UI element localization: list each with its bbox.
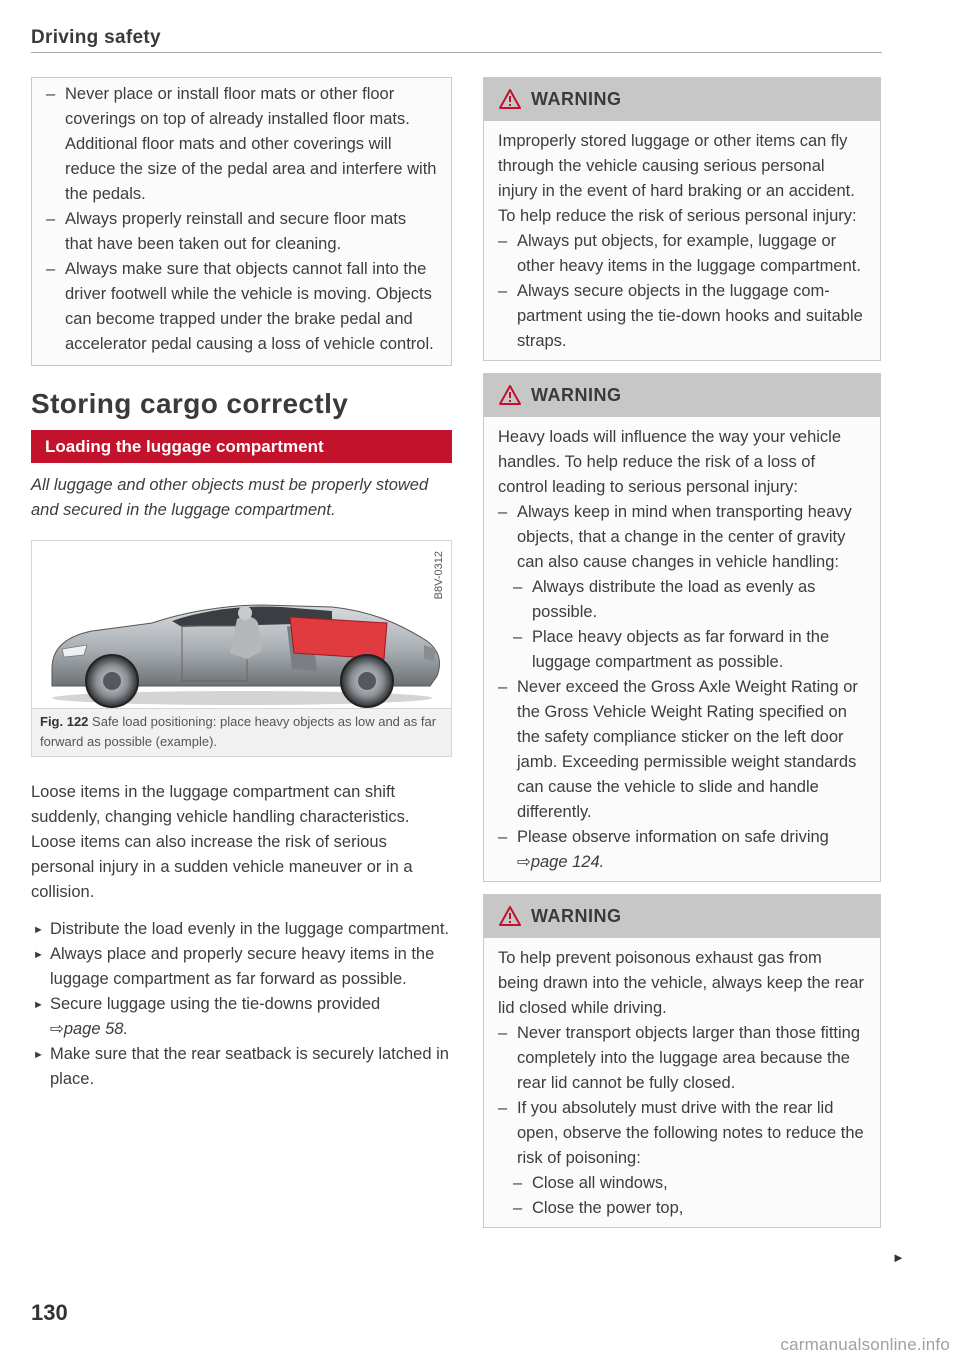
figure-code: B8V-0312	[433, 551, 445, 600]
list-item: – Always properly reinstall and secure floor mats that have been taken out for cleaning.	[46, 207, 437, 257]
car-illustration	[32, 541, 451, 708]
warning-box-1	[483, 77, 881, 361]
list-item	[31, 992, 452, 1042]
list-item: – Never transport objects larger than those fitting completely into the luggage area because the rear lid cannot be fully closed.	[498, 1021, 866, 1096]
running-header: Driving safety	[31, 27, 161, 48]
watermark: carmanualsonline.info	[780, 1335, 950, 1354]
figure-label: Fig. 122	[40, 714, 89, 729]
page-124-link[interactable]: ⇨page 124.	[517, 853, 605, 871]
list-item: ► Make sure that the rear seatback is securely latched in place.	[31, 1042, 452, 1092]
warning-header	[484, 374, 880, 417]
sub-list-item: – Close the power top,	[498, 1196, 866, 1221]
list-item-text: Please observe information on safe driving	[517, 828, 829, 846]
car-cargo-illustration	[32, 541, 451, 709]
list-item	[498, 825, 866, 875]
list-item: – Never place or install floor mats or other floor coverings on top of already installed floor mats. Additional floor mats and other coverings will reduce the size of the pedal area and interfere with the pedals.	[46, 82, 437, 207]
list-item: – Always make sure that objects cannot fall into the driver footwell while the vehicle is moving. Objects can become trapped under the brake pedal and accelerator pedal causing a loss of vehicle control.	[46, 257, 437, 357]
figure-caption-text: Safe load positioning: place heavy objects as low and as far forward as possible (example).	[40, 714, 437, 749]
page-58-link[interactable]: ⇨page 58.	[50, 1020, 129, 1038]
sub-list-item: – Always distribute the load as evenly as possible.	[498, 575, 866, 625]
instruction-list	[31, 917, 452, 1092]
warning-title: WARNING	[531, 385, 622, 405]
lead-text: All luggage and other objects must be properly stowed and secured in the luggage compartment.	[31, 476, 429, 519]
warning-box-3	[483, 894, 881, 1228]
subsection-title-bar: Loading the luggage compartment	[31, 430, 452, 463]
warning-triangle-icon	[499, 385, 521, 405]
warning-intro: Heavy loads will influence the way your vehicle handles. To help reduce the risk of a loss of control leading to serious personal injury:	[498, 428, 842, 496]
warning-intro: Improperly stored luggage or other items can fly through the vehicle causing serious personal injury in the event of hard braking or an accident. To help reduce the risk of serious personal injury:	[498, 132, 857, 225]
warning-body	[484, 121, 880, 360]
list-item: – Always put objects, for example, luggage or other heavy items in the luggage compartment.	[498, 229, 866, 279]
left-column	[31, 77, 452, 1092]
list-item: – If you absolutely must drive with the rear lid open, observe the following notes to reduce the risk of poisoning:	[498, 1096, 866, 1171]
list-item: – Always secure objects in the luggage compartment using the tie-down hooks and suitable straps.	[498, 279, 866, 354]
warning-intro: To help prevent poisonous exhaust gas from being drawn into the vehicle, always keep the rear lid closed while driving.	[498, 949, 864, 1017]
warning-title: WARNING	[531, 89, 622, 109]
list-item: ► Always place and properly secure heavy items in the luggage compartment as far forward as possible.	[31, 942, 452, 992]
warning-header	[484, 895, 880, 938]
warning-triangle-icon	[499, 906, 521, 926]
right-column	[483, 77, 881, 1228]
sub-list-item: – Close all windows,	[498, 1171, 866, 1196]
section-heading: Storing cargo correctly	[31, 388, 349, 419]
page-number: 130	[31, 1300, 68, 1325]
warning-body	[484, 938, 880, 1227]
body-paragraph: Loose items in the luggage compartment can shift suddenly, changing vehicle handling characteristics. Loose items can also increase the risk of serious personal injury in a sudden vehicle maneuver or in a collision.	[31, 783, 413, 901]
warning-body	[484, 417, 880, 881]
list-item-text: Secure luggage using the tie-downs provided	[50, 995, 381, 1013]
floor-mat-notes-box	[31, 77, 452, 366]
warning-header	[484, 78, 880, 121]
list-item: – Never exceed the Gross Axle Weight Rating or the Gross Vehicle Weight Rating specified on the safety compliance sticker on the left door jamb. Exceeding permissible weight standards can cause the vehicle to slide and handle differently.	[498, 675, 866, 825]
figure-122	[31, 540, 452, 757]
header-rule	[31, 52, 882, 53]
list-item: ► Distribute the load evenly in the luggage compartment.	[31, 917, 452, 942]
list-item: – Always keep in mind when transporting heavy objects, that a change in the center of gravity can also cause changes in vehicle handling:	[498, 500, 866, 575]
warning-box-2	[483, 373, 881, 882]
continue-arrow-icon: ►	[892, 1250, 905, 1265]
warning-triangle-icon	[499, 89, 521, 109]
warning-title: WARNING	[531, 906, 622, 926]
figure-caption	[32, 709, 451, 756]
sub-list-item: – Place heavy objects as far forward in the luggage compartment as possible.	[498, 625, 866, 675]
